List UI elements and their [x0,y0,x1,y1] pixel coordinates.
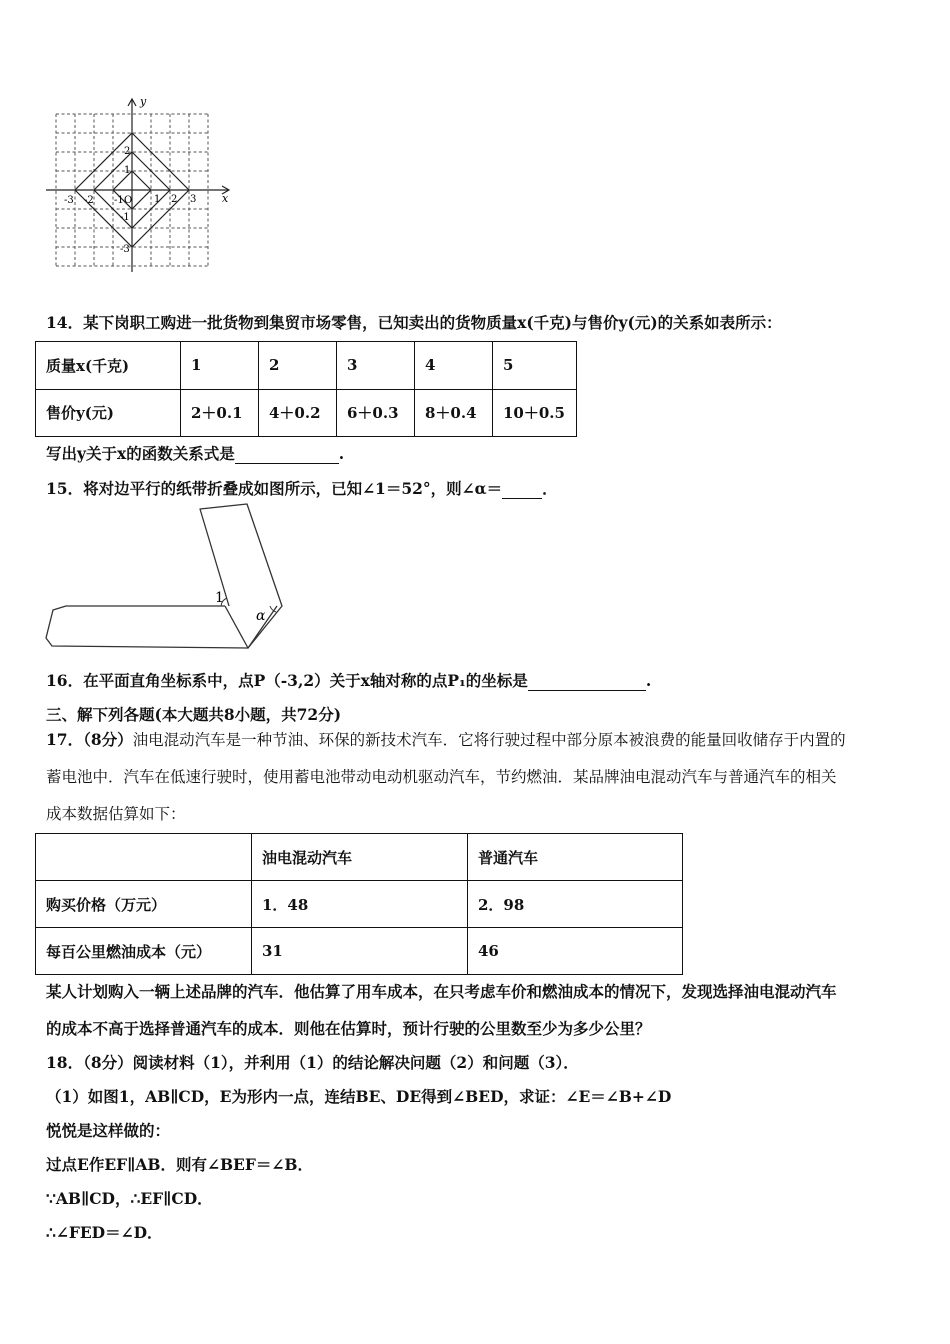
q15-end: ． [542,479,558,498]
tick-label: 1 [124,165,131,176]
tick-label: O [124,195,133,206]
q18-line-5: ∵AB∥CD，∴EF∥CD． [46,1189,213,1208]
q14-answer-prompt: 写出y关于x的函数关系式是 [46,444,235,463]
tick-label: -1 [114,195,124,206]
tick-label: 2 [171,194,178,205]
q14-answer-end: . [338,444,345,463]
q17-table [35,833,683,975]
table-cell: 购买价格（万元） [36,881,252,928]
table-cell: 10＋0.5 [493,389,577,437]
table-cell: 2．98 [468,881,683,928]
q16-text [46,669,651,691]
angle-1-label: 1 [215,590,224,606]
q18-line-3: 悦悦是这样做的： [46,1121,171,1140]
tick-label: -1 [120,212,130,223]
table-cell: 售价y(元) [36,389,181,437]
folded-strip-figure [40,502,296,654]
answer-blank[interactable] [502,479,542,499]
q14-answer-line [46,442,344,464]
table-cell: 2 [259,342,337,390]
q15-prompt: 15．将对边平行的纸带折叠成如图所示，已知∠1＝52°，则∠α＝ [46,479,503,498]
table-cell: 质量x(千克) [36,342,181,390]
tick-label: 3 [190,194,197,205]
table-cell: 3 [337,342,415,390]
q17-line-3: 成本数据估算如下： [46,805,186,823]
table-cell: 5 [493,342,577,390]
table-cell: 8＋0.4 [415,389,493,437]
x-axis-label: x [222,192,229,205]
table-cell: 4 [415,342,493,390]
q18-line-2: （1）如图1，AB∥CD，E为形内一点，连结BE、DE得到∠BED，求证：∠E＝∠B+∠D [46,1087,672,1106]
table-cell: 4＋0.2 [259,389,337,437]
q16-end: . [645,671,652,690]
answer-blank[interactable] [528,671,646,691]
table-cell: 46 [468,928,683,975]
q17-line-1 [46,728,908,750]
coordinate-grid-figure [44,96,240,278]
question-14-text: 14．某下岗职工购进一批货物到集贸市场零售，已知卖出的货物质量x(千克)与售价y(元)的关系如表所示： [46,313,782,332]
tick-label: -3 [64,195,74,206]
q18-line-1: 18．（8分）阅读材料（1），并利用（1）的结论解决问题（2）和问题（3）． [46,1053,579,1072]
y-axis-label: y [140,96,147,108]
q14-table [35,341,577,437]
q17-line-2: 蓄电池中．汽车在低速行驶时，使用蓄电池带动电动机驱动汽车，节约燃油．某品牌油电混动汽车与普通汽车的相关 [46,768,837,786]
q15-text [46,477,558,499]
table-cell: 1．48 [252,881,468,928]
q17-question-line-1: 某人计划购入一辆上述品牌的汽车．他估算了用车成本，在只考虑车价和燃油成本的情况下，发现选择油电混动汽车 [46,982,837,1001]
angle-alpha-label: α [256,608,266,624]
tick-label: 2 [124,146,131,157]
q17-number: 17．（8分） [46,730,133,749]
q18-line-6: ∴∠FED＝∠D． [46,1223,163,1242]
table-cell: 每百公里燃油成本（元） [36,928,252,975]
tick-label: -3 [120,244,130,255]
tick-label: -2 [84,195,94,206]
q17-question-line-2: 的成本不高于选择普通汽车的成本．则他在估算时，预计行驶的公里数至少为多少公里？ [46,1019,651,1038]
section-heading: 三、解下列各题(本大题共8小题，共72分) [46,705,342,724]
q18-line-4: 过点E作EF∥AB．则有∠BEF＝∠B． [46,1155,313,1174]
table-cell: 2＋0.1 [181,389,259,437]
table-cell: 31 [252,928,468,975]
table-cell: 1 [181,342,259,390]
tick-label: 1 [154,194,161,205]
table-cell: 6＋0.3 [337,389,415,437]
table-cell: 普通汽车 [468,834,683,881]
table-cell: 油电混动汽车 [252,834,468,881]
q16-prompt: 16．在平面直角坐标系中，点P（-3,2）关于x轴对称的点P₁的坐标是 [46,671,528,690]
answer-blank[interactable] [235,444,339,464]
table-cell [36,834,252,881]
q17-text: 油电混动汽车是一种节油、环保的新技术汽车．它将行驶过程中部分原本被浪费的能量回收储存于内置的 [132,731,846,749]
